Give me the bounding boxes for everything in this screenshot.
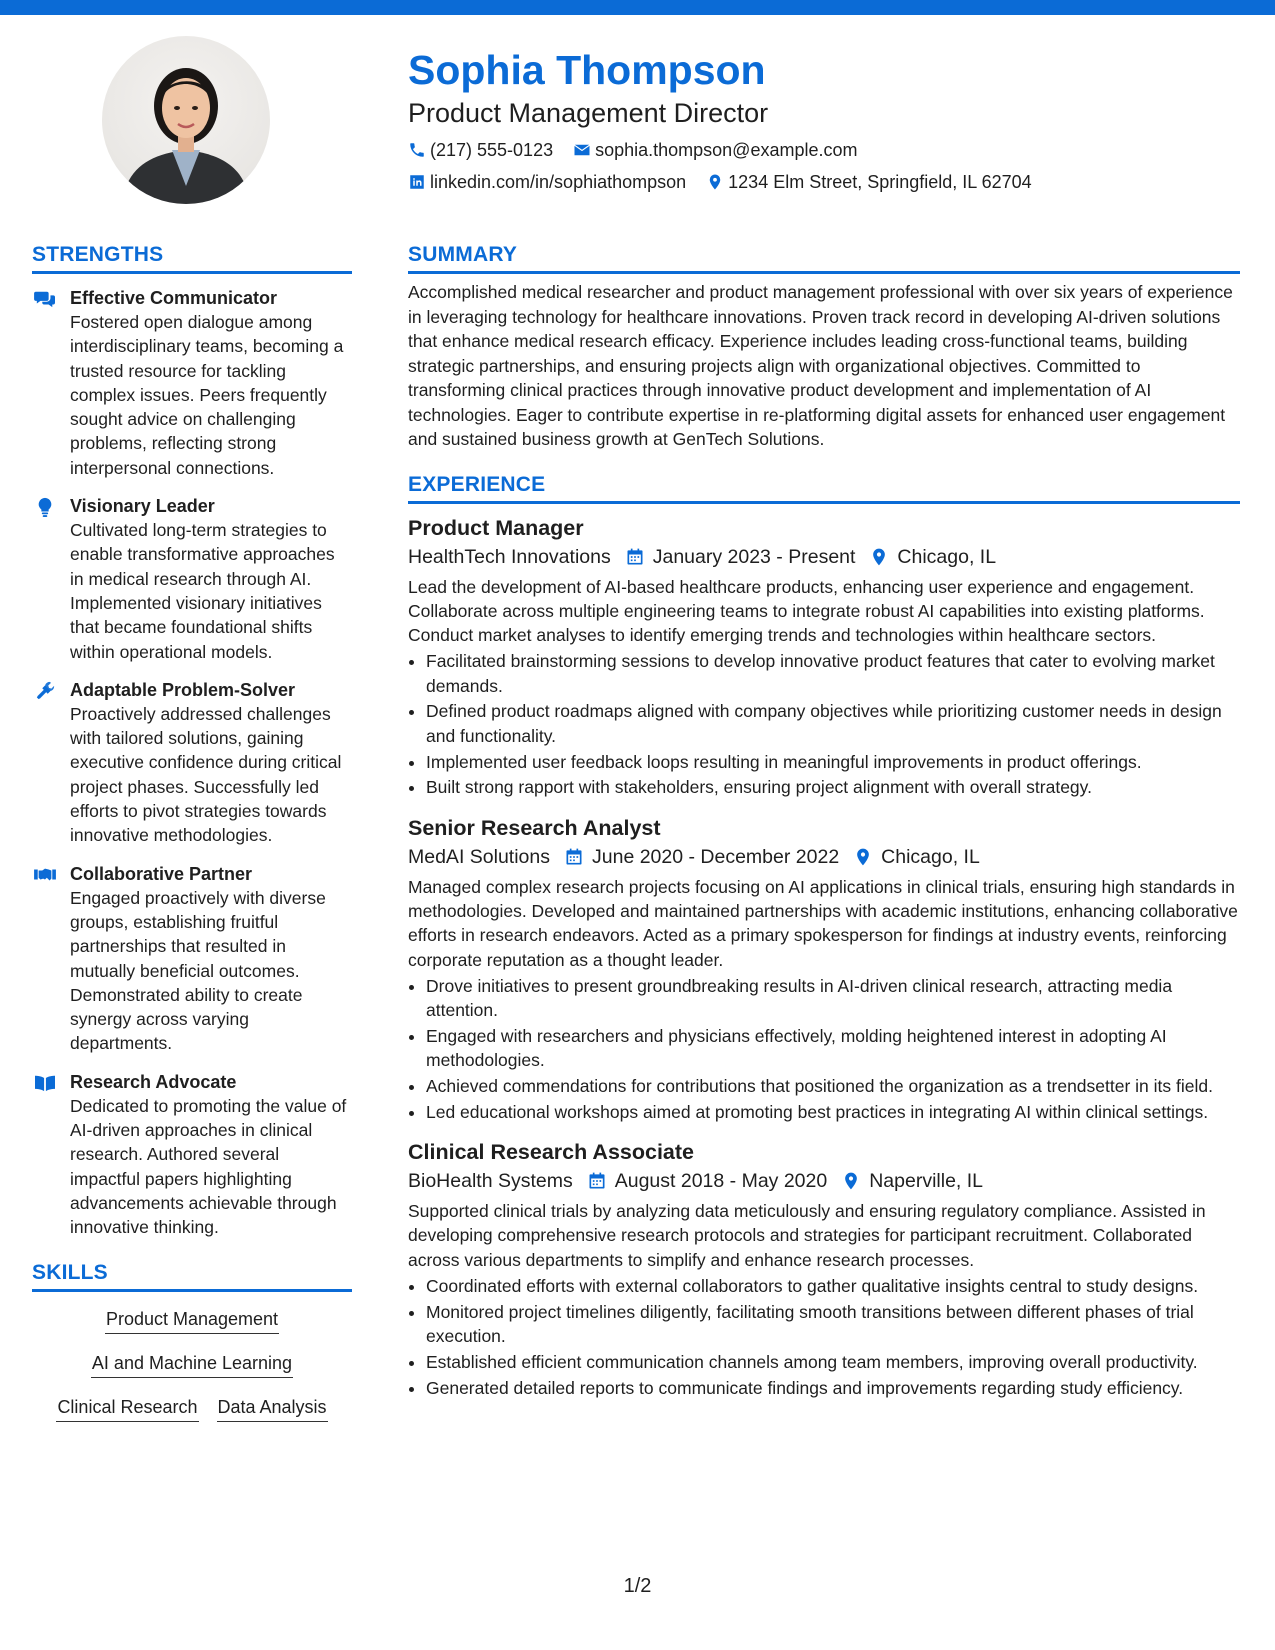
envelope-icon [573,141,591,159]
job-bullet: • Facilitated brainstorming sessions to develop innovative product features that cater to evolving market demands. [426,649,1240,698]
job-bullet: • Achieved commendations for contributions that positioned the organization as a trendsetter in its field. [426,1074,1240,1098]
book-open-icon [34,1073,56,1093]
skills-row [32,1350,352,1378]
job-bullet: • Monitored project timelines diligently, facilitating smooth transitions between different phases of trial execution. [426,1300,1240,1349]
handshake-icon [34,865,56,885]
contact-linkedin[interactable] [408,170,686,194]
portrait-illustration [102,36,270,204]
comments-icon [34,289,56,309]
linkedin-icon [408,173,426,191]
job-location [867,542,996,572]
job-bullet: • Led educational workshops aimed at promoting best practices in integrating AI within clinical settings. [426,1100,1240,1124]
right-column [408,242,1240,1402]
map-pin-icon [706,173,724,191]
strength-item [32,494,352,664]
job-company: MedAI Solutions [408,845,550,868]
contact-phone[interactable] [408,138,553,162]
job-bullet: • Drove initiatives to present groundbreaking results in AI-driven clinical research, attracting media attention. [426,974,1240,1023]
job-company: BioHealth Systems [408,1170,573,1193]
contact-address [706,170,1032,194]
job-bullet: • Defined product roadmaps aligned with company objectives while prioritizing customer needs in design and functionality. [426,699,1240,748]
job-bullet: • Built strong rapport with stakeholders, ensuring project alignment with overall strategy. [426,775,1240,799]
job-description: Lead the development of AI-based healthcare products, enhancing user experience and engagement. Collaborate across multiple engineering teams to integrate robust AI capabilities into existing platforms. Conduct market analyses to identify emerging trends and technologies within healthcare sectors. [408,576,1205,646]
job-entry [408,514,1240,800]
phone-text: (217) 555-0123 [430,140,554,160]
skills-row [32,1394,352,1422]
skill-tag: AI and Machine Learning [91,1350,293,1378]
linkedin-text: linkedin.com/in/sophiathompson [430,172,687,192]
calendar-icon [564,847,584,867]
job-title: Clinical Research Associate [408,1140,695,1165]
job-meta [408,842,1240,872]
job-dates [562,842,839,872]
strength-description: Proactively addressed challenges with tailored solutions, gaining executive confidence during critical project phases. Successfully led efforts to pivot strategies towards innovative methodologies. [70,703,342,846]
job-bullet: • Established efficient communication channels among team members, improving overall productivity. [426,1350,1240,1374]
job-meta [408,542,1240,572]
job-title: Senior Research Analyst [408,815,661,840]
skill-tag: Product Management [105,1306,279,1334]
strengths-heading: STRENGTHS [32,242,352,274]
job-description: Supported clinical trials by analyzing data meticulously and ensuring regulatory compliance. Assisted in developing comprehensive research protocols and strategies for participant recruitment. Collaborated across various departments to simplify and enhance research processes. [408,1201,1206,1270]
job-dates-text: January 2023 - Present [652,545,856,568]
top-accent-bar [0,0,1275,15]
map-pin-icon [841,1171,861,1191]
job-entry [408,814,1240,1124]
strength-item [32,1070,352,1240]
job-description: Managed complex research projects focusing on AI applications in clinical trials, ensuring high standards in methodologies. Developed and maintained partnerships with academic institutions, enhancing collaborative efforts in research endeavors. Acted as a primary spokesperson for findings at industry events, reinforcing corporate reputation as a thought leader. [408,876,1238,970]
job-location-text: Chicago, IL [881,845,980,868]
job-location [851,842,980,872]
contact-row-1 [408,138,1238,162]
job-bullets [408,974,1240,1124]
strength-item [32,286,352,480]
strength-title: Effective Communicator [70,288,278,308]
job-bullets [408,1274,1240,1400]
skills-list [32,1306,352,1422]
address-text: 1234 Elm Street, Springfield, IL 62704 [728,172,1032,192]
experience-heading: EXPERIENCE [408,472,1240,504]
job-bullet: • Generated detailed reports to communicate findings and improvements regarding study efficiency. [426,1376,1240,1400]
tools-icon [34,681,56,701]
phone-icon [408,141,426,159]
strength-description: Dedicated to promoting the value of AI-driven approaches in clinical research. Authored several impactful papers highlighting advancements achievable through innovative thinking. [70,1095,347,1238]
job-dates-text: August 2018 - May 2020 [614,1170,828,1193]
skill-tag: Data Analysis [217,1394,328,1422]
strength-description: Cultivated long-term strategies to enable transformative approaches in medical research through AI. Implemented visionary initiatives that became foundational shifts within operational models. [70,520,335,662]
job-meta [408,1166,1240,1196]
skill-tag: Clinical Research [56,1394,198,1422]
summary-heading: SUMMARY [408,242,1240,274]
strength-title: Research Advocate [70,1071,237,1092]
strength-title: Collaborative Partner [70,863,253,884]
calendar-icon [587,1171,607,1191]
job-company: HealthTech Innovations [408,545,611,568]
left-column [32,242,352,1438]
candidate-name: Sophia Thompson [408,47,766,93]
job-bullet: • Coordinated efforts with external collaborators to gather qualitative insights central to study designs. [426,1274,1240,1298]
calendar-icon [625,547,645,567]
email-text: sophia.thompson@example.com [595,140,858,160]
job-location-text: Naperville, IL [869,1170,984,1193]
contact-email[interactable] [573,138,857,162]
skills-row [32,1306,352,1334]
job-bullet: • Engaged with researchers and physicians effectively, molding heightened interest in adopting AI methodologies. [426,1024,1240,1073]
page-number: 1/2 [623,1575,652,1597]
resume-header [408,44,1238,202]
job-dates-text: June 2020 - December 2022 [592,845,840,868]
job-location [839,1166,983,1196]
skills-heading: SKILLS [32,1260,352,1292]
job-dates [585,1166,827,1196]
job-dates [623,542,856,572]
contact-row-2 [408,170,1238,194]
strength-description: Engaged proactively with diverse groups, establishing fruitful partnerships that resulted in mutually beneficial outcomes. Demonstrated ability to create synergy across varying departments. [70,887,326,1054]
job-title: Product Manager [408,515,584,540]
strength-description: Fostered open dialogue among interdisciplinary teams, becoming a trusted resource for tackling complex issues. Peers frequently sought advice on challenging problems, reflecting strong interpersonal connections. [70,312,344,478]
strength-item [32,678,352,848]
lightbulb-icon [34,497,56,517]
strength-item [32,862,352,1056]
strength-title: Visionary Leader [70,496,215,517]
map-pin-icon [869,547,889,567]
summary-text: Accomplished medical researcher and product management professional with over six years of experience in leveraging technology for healthcare innovations. Proven track record in developing AI-driven solutions that enhance medical research efficacy. Experience includes leading cross-functional teams, building strategic partnerships, and ensuring projects align with organizational objectives. Committed to transforming clinical practices through innovative product development and implementation of AI technologies. Eager to contribute expertise in re-platforming digital assets for enhanced user engagement and sustained business growth at GenTech Solutions. [408,282,1233,449]
profile-photo [102,36,270,204]
job-bullets [408,649,1240,799]
strengths-list [32,286,352,1240]
job-bullet: • Implemented user feedback loops resulting in meaningful improvements in product offerings. [426,750,1240,774]
job-location-text: Chicago, IL [897,545,997,568]
strength-title: Adaptable Problem-Solver [70,679,296,700]
job-entry [408,1138,1240,1400]
map-pin-icon [853,847,873,867]
candidate-title: Product Management Director [408,98,769,128]
